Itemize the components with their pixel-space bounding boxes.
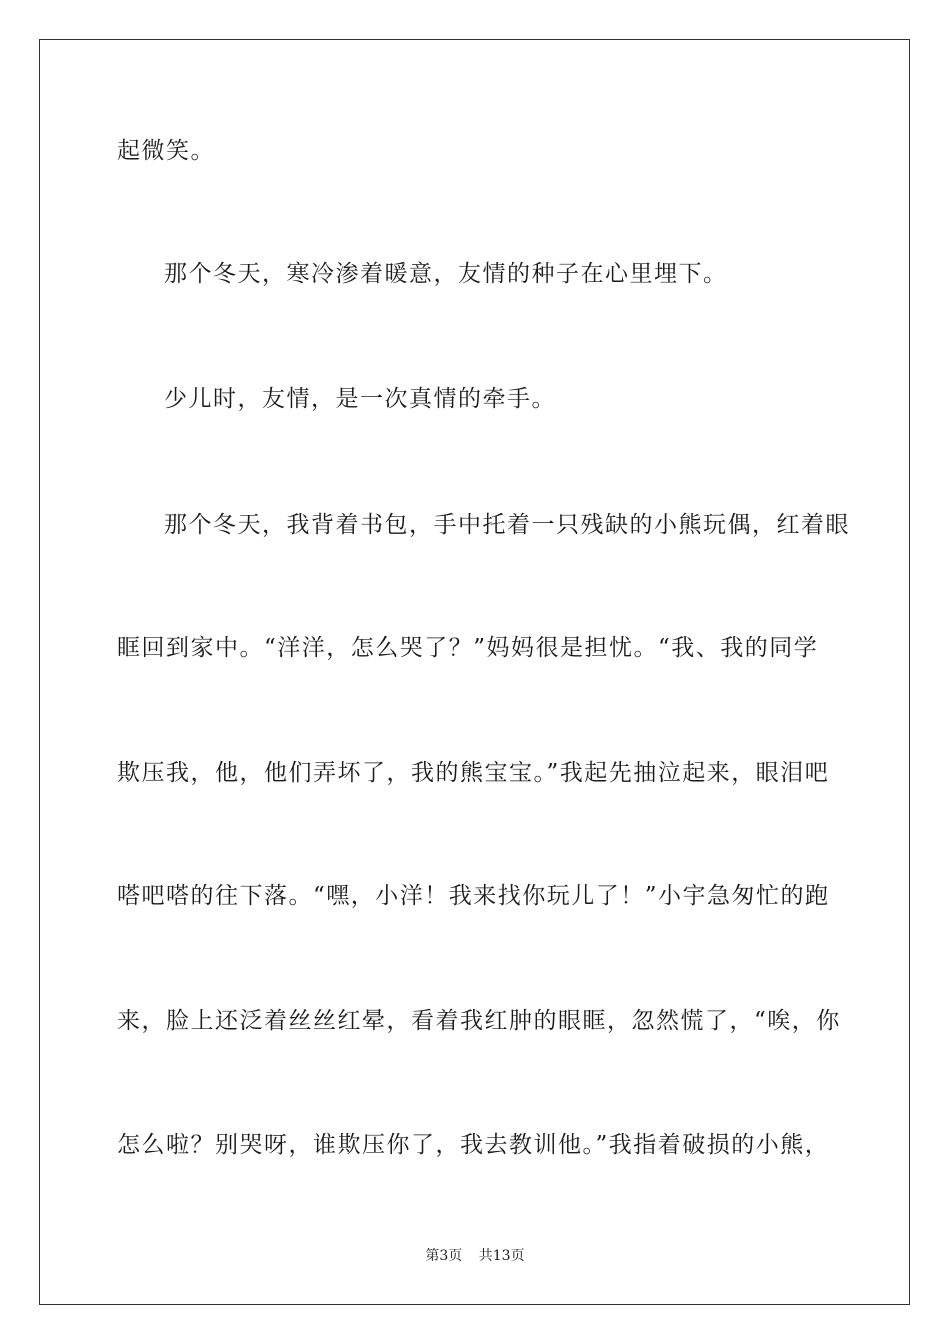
text-line-6: 欺压我，他，他们弄坏了，我的熊宝宝。”我起先抽泣起来，眼泪吧 bbox=[117, 760, 830, 786]
page-total: 共13页 bbox=[478, 1248, 525, 1264]
text-line-2: 那个冬天，寒冷渗着暖意，友情的种子在心里埋下。 bbox=[164, 261, 728, 287]
page-number: 第3页 bbox=[425, 1248, 463, 1264]
text-line-7: 嗒吧嗒的往下落。“嘿，小洋！我来找你玩儿了！”小宇急匆忙的跑 bbox=[117, 883, 830, 909]
text-line-4: 那个冬天，我背着书包，手中托着一只残缺的小熊玩偶，红着眼 bbox=[164, 512, 850, 538]
text-line-5: 眶回到家中。“洋洋，怎么哭了？”妈妈很是担忧。“我、我的同学 bbox=[117, 635, 819, 661]
text-line-1: 起微笑。 bbox=[117, 138, 215, 164]
text-line-3: 少儿时，友情，是一次真情的牵手。 bbox=[164, 386, 556, 412]
page-border bbox=[39, 39, 910, 1305]
text-line-8: 来，脸上还泛着丝丝红晕，看着我红肿的眼眶，忽然慌了，“唉，你 bbox=[117, 1008, 841, 1034]
text-line-9: 怎么啦？别哭呀，谁欺压你了，我去教训他。”我指着破损的小熊， bbox=[117, 1132, 830, 1158]
page-footer bbox=[0, 1247, 950, 1265]
